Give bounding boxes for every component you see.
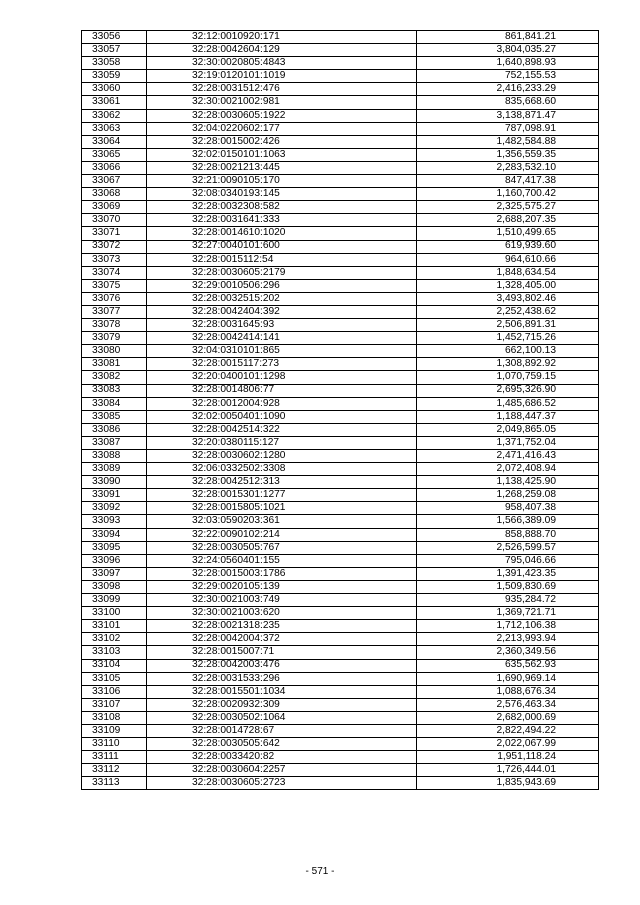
record-id-cell: 33075 [82, 279, 147, 292]
record-id-cell: 33109 [82, 724, 147, 737]
table-row [82, 57, 599, 70]
record-id-cell: 33096 [82, 554, 147, 567]
cadastral-number-cell: 32:28:0015117:273 [147, 358, 417, 371]
table-row [82, 279, 599, 292]
page-number: - 571 - [305, 866, 335, 877]
record-id-cell: 33083 [82, 384, 147, 397]
record-id-cell: 33062 [82, 109, 147, 122]
table-row [82, 698, 599, 711]
amount-cell: 787,098.91 [417, 122, 599, 135]
table-row [82, 292, 599, 305]
record-id-cell: 33099 [82, 594, 147, 607]
record-id-cell: 33094 [82, 528, 147, 541]
record-id-cell: 33088 [82, 450, 147, 463]
table-row [82, 450, 599, 463]
table-row [82, 672, 599, 685]
amount-cell: 958,407.38 [417, 502, 599, 515]
record-id-cell: 33067 [82, 175, 147, 188]
table-row [82, 580, 599, 593]
cadastral-number-cell: 32:06:0332502:3308 [147, 463, 417, 476]
record-id-cell: 33078 [82, 319, 147, 332]
amount-cell: 835,668.60 [417, 96, 599, 109]
amount-cell: 2,471,416.43 [417, 450, 599, 463]
table-row [82, 436, 599, 449]
record-id-cell: 33084 [82, 397, 147, 410]
amount-cell: 1,485,686.52 [417, 397, 599, 410]
record-id-cell: 33101 [82, 620, 147, 633]
table-row [82, 44, 599, 57]
cadastral-number-cell: 32:28:0031641:333 [147, 214, 417, 227]
cadastral-number-cell: 32:28:0030505:642 [147, 738, 417, 751]
cadastral-number-cell: 32:28:0031645:93 [147, 319, 417, 332]
cadastral-number-cell: 32:02:0150101:1063 [147, 148, 417, 161]
cadastral-number-cell: 32:28:0032515:202 [147, 292, 417, 305]
record-id-cell: 33058 [82, 57, 147, 70]
cadastral-number-cell: 32:08:0340193:145 [147, 188, 417, 201]
record-id-cell: 33068 [82, 188, 147, 201]
cadastral-number-cell: 32:03:0590203:361 [147, 515, 417, 528]
record-id-cell: 33072 [82, 240, 147, 253]
cadastral-number-cell: 32:28:0042512:313 [147, 476, 417, 489]
record-id-cell: 33071 [82, 227, 147, 240]
cadastral-number-cell: 32:24:0560401:155 [147, 554, 417, 567]
amount-cell: 1,268,259.08 [417, 489, 599, 502]
record-id-cell: 33108 [82, 711, 147, 724]
record-id-cell: 33111 [82, 751, 147, 764]
amount-cell: 635,562.93 [417, 659, 599, 672]
table-row [82, 423, 599, 436]
amount-cell: 2,416,233.29 [417, 83, 599, 96]
amount-cell: 1,188,447.37 [417, 410, 599, 423]
cadastral-number-cell: 32:28:0020932:309 [147, 698, 417, 711]
table-row [82, 319, 599, 332]
table-row [82, 161, 599, 174]
record-id-cell: 33056 [82, 31, 147, 44]
amount-cell: 1,690,969.14 [417, 672, 599, 685]
cadastral-number-cell: 32:28:0042404:392 [147, 305, 417, 318]
amount-cell: 1,951,118.24 [417, 751, 599, 764]
amount-cell: 2,252,438.62 [417, 305, 599, 318]
cadastral-number-cell: 32:28:0015301:1277 [147, 489, 417, 502]
amount-cell: 1,510,499.65 [417, 227, 599, 240]
amount-cell: 1,138,425.90 [417, 476, 599, 489]
record-id-cell: 33064 [82, 135, 147, 148]
cadastral-number-cell: 32:29:0020105:139 [147, 580, 417, 593]
amount-cell: 1,726,444.01 [417, 764, 599, 777]
cadastral-number-cell: 32:20:0400101:1298 [147, 371, 417, 384]
table-row [82, 646, 599, 659]
table-row [82, 253, 599, 266]
amount-cell: 2,325,575.27 [417, 201, 599, 214]
record-id-cell: 33073 [82, 253, 147, 266]
amount-cell: 2,049,865.05 [417, 423, 599, 436]
cadastral-number-cell: 32:28:0012004:928 [147, 397, 417, 410]
amount-cell: 1,070,759.15 [417, 371, 599, 384]
record-id-cell: 33077 [82, 305, 147, 318]
amount-cell: 861,841.21 [417, 31, 599, 44]
table-row [82, 266, 599, 279]
record-id-cell: 33102 [82, 633, 147, 646]
cadastral-number-cell: 32:28:0042604:129 [147, 44, 417, 57]
record-id-cell: 33081 [82, 358, 147, 371]
amount-cell: 1,835,943.69 [417, 777, 599, 790]
cadastral-number-cell: 32:20:0380115:127 [147, 436, 417, 449]
table-row [82, 528, 599, 541]
amount-cell: 964,610.66 [417, 253, 599, 266]
table-row [82, 397, 599, 410]
record-id-cell: 33100 [82, 607, 147, 620]
record-id-cell: 33106 [82, 685, 147, 698]
record-id-cell: 33097 [82, 567, 147, 580]
cadastral-number-cell: 32:04:0310101:865 [147, 345, 417, 358]
amount-cell: 2,682,000.69 [417, 711, 599, 724]
cadastral-number-cell: 32:28:0031533:296 [147, 672, 417, 685]
cadastral-number-cell: 32:28:0030604:2257 [147, 764, 417, 777]
table-row [82, 711, 599, 724]
amount-cell: 1,452,715.26 [417, 332, 599, 345]
table-row [82, 240, 599, 253]
record-id-cell: 33066 [82, 161, 147, 174]
table-row [82, 594, 599, 607]
amount-cell: 3,138,871.47 [417, 109, 599, 122]
amount-cell: 2,072,408.94 [417, 463, 599, 476]
record-id-cell: 33090 [82, 476, 147, 489]
record-id-cell: 33103 [82, 646, 147, 659]
amount-cell: 1,356,559.35 [417, 148, 599, 161]
record-id-cell: 33065 [82, 148, 147, 161]
table-row [82, 489, 599, 502]
table-row [82, 175, 599, 188]
record-id-cell: 33091 [82, 489, 147, 502]
cadastral-number-cell: 32:28:0030605:2179 [147, 266, 417, 279]
table-row [82, 633, 599, 646]
record-id-cell: 33070 [82, 214, 147, 227]
amount-cell: 1,371,752.04 [417, 436, 599, 449]
amount-cell: 847,417.38 [417, 175, 599, 188]
cadastral-number-cell: 32:22:0090102:214 [147, 528, 417, 541]
table-row [82, 96, 599, 109]
amount-cell: 1,308,892.92 [417, 358, 599, 371]
table-row [82, 227, 599, 240]
table-row [82, 83, 599, 96]
amount-cell: 2,506,891.31 [417, 319, 599, 332]
table-row [82, 305, 599, 318]
table-row [82, 122, 599, 135]
amount-cell: 2,526,599.57 [417, 541, 599, 554]
amount-cell: 619,939.60 [417, 240, 599, 253]
table-row [82, 515, 599, 528]
amount-cell: 1,640,898.93 [417, 57, 599, 70]
table-row [82, 685, 599, 698]
cadastral-number-cell: 32:28:0014610:1020 [147, 227, 417, 240]
cadastral-number-cell: 32:28:0042004:372 [147, 633, 417, 646]
table-row [82, 371, 599, 384]
table-row [82, 384, 599, 397]
table-row [82, 620, 599, 633]
table-row [82, 659, 599, 672]
amount-cell: 2,213,993.94 [417, 633, 599, 646]
data-table [81, 30, 599, 790]
table-row [82, 777, 599, 790]
record-id-cell: 33059 [82, 70, 147, 83]
amount-cell: 662,100.13 [417, 345, 599, 358]
amount-cell: 2,576,463.34 [417, 698, 599, 711]
table-row [82, 109, 599, 122]
cadastral-number-cell: 32:28:0042414:141 [147, 332, 417, 345]
record-id-cell: 33089 [82, 463, 147, 476]
amount-cell: 2,822,494.22 [417, 724, 599, 737]
table-row [82, 502, 599, 515]
amount-cell: 1,848,634.54 [417, 266, 599, 279]
cadastral-number-cell: 32:28:0030605:2723 [147, 777, 417, 790]
record-id-cell: 33079 [82, 332, 147, 345]
cadastral-number-cell: 32:28:0033420:82 [147, 751, 417, 764]
table-row [82, 345, 599, 358]
record-id-cell: 33082 [82, 371, 147, 384]
table-row [82, 201, 599, 214]
amount-cell: 2,360,349.56 [417, 646, 599, 659]
record-id-cell: 33074 [82, 266, 147, 279]
table-row [82, 607, 599, 620]
cadastral-number-cell: 32:30:0021002:981 [147, 96, 417, 109]
table-row [82, 135, 599, 148]
record-id-cell: 33069 [82, 201, 147, 214]
amount-cell: 858,888.70 [417, 528, 599, 541]
table-row [82, 31, 599, 44]
cadastral-number-cell: 32:28:0015805:1021 [147, 502, 417, 515]
cadastral-number-cell: 32:28:0014728:67 [147, 724, 417, 737]
amount-cell: 3,493,802.46 [417, 292, 599, 305]
table-row [82, 738, 599, 751]
record-id-cell: 33112 [82, 764, 147, 777]
amount-cell: 1,369,721.71 [417, 607, 599, 620]
table-body [82, 31, 599, 790]
table-row [82, 214, 599, 227]
cadastral-number-cell: 32:28:0014806:77 [147, 384, 417, 397]
cadastral-number-cell: 32:19:0120101:1019 [147, 70, 417, 83]
amount-cell: 2,283,532.10 [417, 161, 599, 174]
cadastral-number-cell: 32:02:0050401:1090 [147, 410, 417, 423]
record-id-cell: 33060 [82, 83, 147, 96]
amount-cell: 795,046.66 [417, 554, 599, 567]
record-id-cell: 33076 [82, 292, 147, 305]
table-row [82, 332, 599, 345]
record-id-cell: 33113 [82, 777, 147, 790]
table-row [82, 751, 599, 764]
amount-cell: 1,088,676.34 [417, 685, 599, 698]
cadastral-number-cell: 32:28:0030505:767 [147, 541, 417, 554]
table-row [82, 476, 599, 489]
table-row [82, 567, 599, 580]
amount-cell: 2,688,207.35 [417, 214, 599, 227]
table-row [82, 541, 599, 554]
cadastral-number-cell: 32:28:0021318:235 [147, 620, 417, 633]
cadastral-number-cell: 32:28:0015501:1034 [147, 685, 417, 698]
cadastral-number-cell: 32:28:0015112:54 [147, 253, 417, 266]
record-id-cell: 33095 [82, 541, 147, 554]
record-id-cell: 33098 [82, 580, 147, 593]
cadastral-number-cell: 32:28:0021213:445 [147, 161, 417, 174]
cadastral-number-cell: 32:28:0030602:1280 [147, 450, 417, 463]
record-id-cell: 33061 [82, 96, 147, 109]
amount-cell: 935,284.72 [417, 594, 599, 607]
table-row [82, 724, 599, 737]
cadastral-number-cell: 32:28:0015007:71 [147, 646, 417, 659]
amount-cell: 1,391,423.35 [417, 567, 599, 580]
amount-cell: 2,022,067.99 [417, 738, 599, 751]
cadastral-number-cell: 32:28:0030605:1922 [147, 109, 417, 122]
record-id-cell: 33057 [82, 44, 147, 57]
record-id-cell: 33093 [82, 515, 147, 528]
cadastral-number-cell: 32:28:0015003:1786 [147, 567, 417, 580]
amount-cell: 1,712,106.38 [417, 620, 599, 633]
amount-cell: 1,160,700.42 [417, 188, 599, 201]
cadastral-number-cell: 32:30:0021003:749 [147, 594, 417, 607]
table-row [82, 554, 599, 567]
amount-cell: 1,566,389.09 [417, 515, 599, 528]
cadastral-number-cell: 32:28:0031512:476 [147, 83, 417, 96]
amount-cell: 1,328,405.00 [417, 279, 599, 292]
record-id-cell: 33092 [82, 502, 147, 515]
cadastral-number-cell: 32:28:0032308:582 [147, 201, 417, 214]
cadastral-number-cell: 32:28:0015002:426 [147, 135, 417, 148]
cadastral-number-cell: 32:12:0010920:171 [147, 31, 417, 44]
table-row [82, 70, 599, 83]
table-row [82, 410, 599, 423]
cadastral-number-cell: 32:27:0040101:600 [147, 240, 417, 253]
amount-cell: 752,155.53 [417, 70, 599, 83]
record-id-cell: 33107 [82, 698, 147, 711]
record-id-cell: 33110 [82, 738, 147, 751]
cadastral-number-cell: 32:30:0021003:620 [147, 607, 417, 620]
amount-cell: 2,695,326.90 [417, 384, 599, 397]
record-id-cell: 33104 [82, 659, 147, 672]
amount-cell: 1,482,584.88 [417, 135, 599, 148]
record-id-cell: 33086 [82, 423, 147, 436]
record-id-cell: 33063 [82, 122, 147, 135]
amount-cell: 1,509,830.69 [417, 580, 599, 593]
cadastral-number-cell: 32:28:0042514:322 [147, 423, 417, 436]
record-id-cell: 33080 [82, 345, 147, 358]
table-row [82, 358, 599, 371]
table-row [82, 463, 599, 476]
cadastral-number-cell: 32:04:0220602:177 [147, 122, 417, 135]
record-id-cell: 33105 [82, 672, 147, 685]
cadastral-number-cell: 32:29:0010506:296 [147, 279, 417, 292]
record-id-cell: 33087 [82, 436, 147, 449]
table-row [82, 188, 599, 201]
table-row [82, 764, 599, 777]
record-id-cell: 33085 [82, 410, 147, 423]
cadastral-number-cell: 32:28:0042003:476 [147, 659, 417, 672]
cadastral-number-cell: 32:28:0030502:1064 [147, 711, 417, 724]
cadastral-number-cell: 32:21:0090105:170 [147, 175, 417, 188]
cadastral-number-cell: 32:30:0020805:4843 [147, 57, 417, 70]
table-row [82, 148, 599, 161]
amount-cell: 3,804,035.27 [417, 44, 599, 57]
